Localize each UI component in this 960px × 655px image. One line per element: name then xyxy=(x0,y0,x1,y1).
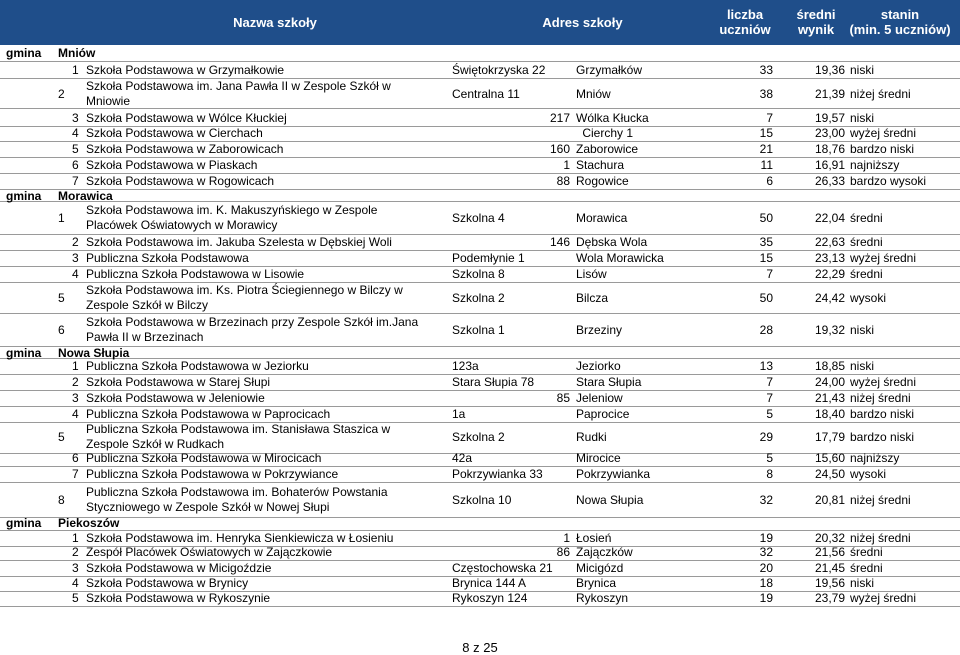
school-city: Brynica xyxy=(576,576,617,590)
school-number: 3 xyxy=(72,561,79,575)
table-row xyxy=(0,173,960,190)
school-street: Rykoszyn 124 xyxy=(452,591,528,605)
average-score: 19,32 xyxy=(814,323,845,337)
school-city: Pokrzywianka xyxy=(576,467,651,481)
average-score: 21,39 xyxy=(814,87,845,101)
school-number: 2 xyxy=(72,375,79,389)
table-row xyxy=(0,201,960,235)
table-row xyxy=(0,282,960,314)
stanine-level: średni xyxy=(850,561,883,575)
table-row xyxy=(0,374,960,391)
average-score: 15,60 xyxy=(814,451,845,465)
header-student-count-line1: liczba xyxy=(726,7,764,22)
school-number: 2 xyxy=(58,87,65,101)
school-city: Paprocice xyxy=(576,407,630,421)
stanine-level: wyżej średni xyxy=(850,591,917,605)
school-street: Szkolna 8 xyxy=(452,267,505,281)
average-score: 20,81 xyxy=(814,493,845,507)
stanine-level: bardzo niski xyxy=(850,407,915,421)
school-number: 1 xyxy=(72,63,79,77)
school-number: 5 xyxy=(58,430,65,444)
school-city: Dębska Wola xyxy=(576,235,648,249)
student-count: 32 xyxy=(759,545,773,559)
stanine-level: wyżej średni xyxy=(850,251,917,265)
school-city: Lisów xyxy=(576,267,607,281)
school-name: Szkoła Podstawowa w Micigoździe xyxy=(86,561,272,575)
table-row xyxy=(0,125,960,142)
school-name: Publiczna Szkoła Podstawowa xyxy=(86,251,249,265)
school-street: 42a xyxy=(452,451,473,465)
school-name: Szkoła Podstawowa im. Jana Pawła II w Zespole Szkół w Mniowie xyxy=(86,79,391,108)
school-city: Grzymałków xyxy=(576,63,643,77)
student-count: 21 xyxy=(759,142,773,156)
student-count: 50 xyxy=(759,211,773,225)
stanine-level: niski xyxy=(850,63,875,77)
stanine-level: wyżej średni xyxy=(850,375,917,389)
average-score: 22,63 xyxy=(814,235,845,249)
student-count: 6 xyxy=(766,174,773,188)
table-row xyxy=(0,390,960,407)
student-count: 20 xyxy=(759,561,773,575)
table-row xyxy=(0,157,960,174)
header-average-line1: średni xyxy=(796,7,836,22)
school-number: 6 xyxy=(58,323,65,337)
school-number: 7 xyxy=(72,174,79,188)
school-city: Jeziorko xyxy=(576,359,621,373)
average-score: 22,29 xyxy=(814,267,845,281)
student-count: 15 xyxy=(759,251,773,265)
table-header xyxy=(0,0,960,45)
average-score: 19,36 xyxy=(814,63,845,77)
school-street: 160 xyxy=(549,142,570,156)
gmina-name: Morawica xyxy=(58,189,113,203)
header-stanine-line2: (min. 5 uczniów) xyxy=(849,22,951,37)
student-count: 7 xyxy=(766,111,773,125)
header-student-count-line2: uczniów xyxy=(719,22,771,37)
average-score: 19,56 xyxy=(814,576,845,590)
school-street: Szkolna 2 xyxy=(452,291,505,305)
average-score: 22,04 xyxy=(814,211,845,225)
school-street: Częstochowska 21 xyxy=(452,561,553,575)
table-row xyxy=(0,450,960,467)
school-number: 6 xyxy=(72,451,79,465)
school-city: Cierchy 1 xyxy=(582,126,633,140)
gmina-row xyxy=(0,45,960,62)
table-row xyxy=(0,466,960,483)
header-student-count xyxy=(712,7,778,37)
school-street: 123a xyxy=(452,359,479,373)
header-average xyxy=(788,7,844,37)
school-city: Rudki xyxy=(576,430,607,444)
average-score: 18,85 xyxy=(814,359,845,373)
school-city: Brzeziny xyxy=(576,323,623,337)
school-name: Szkoła Podstawowa w Rogowicach xyxy=(86,174,275,188)
school-city: Nowa Słupia xyxy=(576,493,644,507)
school-city: Wola Morawicka xyxy=(576,251,664,265)
school-street: Świętokrzyska 22 xyxy=(452,63,546,77)
school-city: Zaborowice xyxy=(576,142,639,156)
stanine-level: wyżej średni xyxy=(850,126,917,140)
school-name: Szkoła Podstawowa w Wólce Kłuckiej xyxy=(86,111,287,125)
stanine-level: bardzo niski xyxy=(850,142,915,156)
table-row xyxy=(0,420,960,454)
table-row xyxy=(0,61,960,79)
table-row xyxy=(0,250,960,267)
stanine-level: bardzo wysoki xyxy=(850,174,927,188)
gmina-label: gmina xyxy=(6,346,42,360)
school-name: Szkoła Podstawowa w Jeleniowie xyxy=(86,391,265,405)
student-count: 5 xyxy=(766,451,773,465)
stanine-level: niżej średni xyxy=(850,391,911,405)
stanine-level: średni xyxy=(850,211,883,225)
average-score: 24,00 xyxy=(814,375,845,389)
table-row xyxy=(0,313,960,347)
student-count: 5 xyxy=(766,407,773,421)
student-count: 8 xyxy=(766,467,773,481)
school-street: 88 xyxy=(556,174,570,188)
school-name: Szkoła Podstawowa w Brynicy xyxy=(86,576,249,590)
student-count: 35 xyxy=(759,235,773,249)
school-street: Szkolna 2 xyxy=(452,430,505,444)
student-count: 11 xyxy=(760,158,773,172)
student-count: 29 xyxy=(759,430,773,444)
school-name: Szkoła Podstawowa w Rykoszynie xyxy=(86,591,271,605)
table-row xyxy=(0,79,960,109)
school-name: Szkoła Podstawowa im. Henryka Sienkiewicza w Łosieniu xyxy=(86,531,394,545)
student-count: 50 xyxy=(759,291,773,305)
average-score: 23,00 xyxy=(814,126,845,140)
school-number: 3 xyxy=(72,391,79,405)
school-street: Szkolna 4 xyxy=(452,211,505,225)
average-score: 26,33 xyxy=(814,174,845,188)
school-number: 1 xyxy=(72,359,79,373)
school-street: 86 xyxy=(556,545,570,559)
stanine-level: niski xyxy=(850,576,875,590)
table-row xyxy=(0,544,960,561)
school-city: Mniów xyxy=(576,87,611,101)
school-street: Pokrzywianka 33 xyxy=(452,467,543,481)
school-number: 1 xyxy=(72,531,79,545)
student-count: 19 xyxy=(759,531,773,545)
stanine-level: bardzo niski xyxy=(850,430,915,444)
student-count: 38 xyxy=(759,87,773,101)
table-row xyxy=(0,482,960,518)
school-city: Jeleniow xyxy=(576,391,623,405)
school-name: Publiczna Szkoła Podstawowa w Paprocicach xyxy=(86,407,331,421)
average-score: 16,91 xyxy=(814,158,845,172)
school-street: 217 xyxy=(549,111,570,125)
header-stanine xyxy=(840,7,960,37)
student-count: 28 xyxy=(759,323,773,337)
table-row xyxy=(0,141,960,158)
school-name: Szkoła Podstawowa w Brzezinach przy Zespole Szkół im.Jana Pawła II w Brzezinach xyxy=(86,315,419,344)
school-number: 4 xyxy=(72,126,79,140)
school-street: Szkolna 10 xyxy=(452,493,512,507)
school-street: 1a xyxy=(452,407,466,421)
school-city: Mirocice xyxy=(576,451,621,465)
school-name: Szkoła Podstawowa w Cierchach xyxy=(86,126,263,140)
student-count: 15 xyxy=(759,126,773,140)
stanine-level: niżej średni xyxy=(850,531,911,545)
school-name: Szkoła Podstawowa w Piaskach xyxy=(86,158,258,172)
average-score: 23,13 xyxy=(814,251,845,265)
header-average-line2: wynik xyxy=(797,22,835,37)
school-number: 2 xyxy=(72,235,79,249)
school-street: 85 xyxy=(556,391,570,405)
school-number: 2 xyxy=(72,545,79,559)
average-score: 20,32 xyxy=(814,531,845,545)
stanine-level: średni xyxy=(850,267,883,281)
school-name: Szkoła Podstawowa w Starej Słupi xyxy=(86,375,271,389)
school-number: 1 xyxy=(58,211,65,225)
school-name: Publiczna Szkoła Podstawowa w Lisowie xyxy=(86,267,305,281)
stanine-level: najniższy xyxy=(850,158,900,172)
table-row xyxy=(0,358,960,375)
student-count: 18 xyxy=(759,576,773,590)
table-row xyxy=(0,234,960,251)
school-name: Szkoła Podstawowa im. Ks. Piotra Ściegiennego w Bilczy w Zespole Szkół w Bilczy xyxy=(86,283,403,312)
school-city: Rykoszyn xyxy=(576,591,629,605)
stanine-level: niżej średni xyxy=(850,493,911,507)
gmina-name: Mniów xyxy=(58,46,96,60)
average-score: 23,79 xyxy=(814,591,845,605)
school-street: Brynica 144 A xyxy=(452,576,527,590)
school-name: Szkoła Podstawowa im. Jakuba Szelesta w Dębskiej Woli xyxy=(86,235,392,249)
school-city: Rogowice xyxy=(576,174,629,188)
school-name: Szkoła Podstawowa w Zaborowicach xyxy=(86,142,284,156)
average-score: 24,42 xyxy=(814,291,845,305)
school-name: Szkoła Podstawowa im. K. Makuszyńskiego w Zespole Placówek Oświatowych w Morawicy xyxy=(86,203,378,232)
stanine-level: niski xyxy=(850,359,875,373)
school-number: 4 xyxy=(72,407,79,421)
gmina-label: gmina xyxy=(6,189,42,203)
school-city: Morawica xyxy=(576,211,628,225)
student-count: 32 xyxy=(759,493,773,507)
header-stanine-line1: stanin xyxy=(880,7,920,22)
school-city: Wólka Kłucka xyxy=(576,111,649,125)
school-city: Stachura xyxy=(576,158,625,172)
school-street: 1 xyxy=(563,158,570,172)
school-number: 3 xyxy=(72,111,79,125)
student-count: 7 xyxy=(766,375,773,389)
school-city: Micigózd xyxy=(576,561,624,575)
average-score: 17,79 xyxy=(814,430,845,444)
school-number: 8 xyxy=(58,493,65,507)
average-score: 21,43 xyxy=(814,391,845,405)
stanine-level: wysoki xyxy=(850,291,887,305)
table-row xyxy=(0,266,960,283)
school-name: Publiczna Szkoła Podstawowa im. Stanisława Staszica w Zespole Szkół w Rudkach xyxy=(86,422,391,451)
school-street: Podemłynie 1 xyxy=(452,251,525,265)
school-street: Stara Słupia 78 xyxy=(452,375,535,389)
average-score: 24,50 xyxy=(814,467,845,481)
school-number: 3 xyxy=(72,251,79,265)
stanine-level: najniższy xyxy=(850,451,900,465)
school-number: 4 xyxy=(72,576,79,590)
school-city: Zajączków xyxy=(576,545,633,559)
gmina-row xyxy=(0,516,960,531)
stanine-level: średni xyxy=(850,235,883,249)
school-city: Łosień xyxy=(576,531,612,545)
school-number: 7 xyxy=(72,467,79,481)
school-name: Zespół Placówek Oświatowych w Zajączkowie xyxy=(86,545,333,559)
school-street: Centralna 11 xyxy=(452,87,520,101)
average-score: 18,40 xyxy=(814,407,845,421)
average-score: 18,76 xyxy=(814,142,845,156)
school-street: 1 xyxy=(563,531,570,545)
school-street: Szkolna 1 xyxy=(452,323,505,337)
stanine-level: niski xyxy=(850,323,875,337)
student-count: 7 xyxy=(766,267,773,281)
school-name: Publiczna Szkoła Podstawowa im. Bohaterów Powstania Styczniowego w Zespole Szkół w Nowej Słupi xyxy=(86,485,388,514)
school-number: 6 xyxy=(72,158,79,172)
student-count: 7 xyxy=(766,391,773,405)
stanine-level: niski xyxy=(850,111,875,125)
header-school-name: Nazwa szkoły xyxy=(233,15,317,30)
school-name: Publiczna Szkoła Podstawowa w Jeziorku xyxy=(86,359,309,373)
school-city: Stara Słupia xyxy=(576,375,642,389)
stanine-level: wysoki xyxy=(850,467,887,481)
gmina-name: Piekoszów xyxy=(58,516,120,530)
school-number: 4 xyxy=(72,267,79,281)
student-count: 19 xyxy=(759,591,773,605)
student-count: 33 xyxy=(759,63,773,77)
school-street: 146 xyxy=(549,235,570,249)
gmina-label: gmina xyxy=(6,516,42,530)
average-score: 19,57 xyxy=(814,111,845,125)
student-count: 13 xyxy=(759,359,773,373)
school-number: 5 xyxy=(72,142,79,156)
page-number: 8 z 25 xyxy=(462,640,498,655)
school-name: Publiczna Szkoła Podstawowa w Pokrzywiance xyxy=(86,467,339,481)
school-number: 5 xyxy=(72,591,79,605)
stanine-level: średni xyxy=(850,545,883,559)
table-row xyxy=(0,590,960,607)
header-school-address: Adres szkoły xyxy=(542,15,623,30)
school-city: Bilcza xyxy=(576,291,609,305)
gmina-name: Nowa Słupia xyxy=(58,346,130,360)
school-name: Szkoła Podstawowa w Grzymałkowie xyxy=(86,63,285,77)
stanine-level: niżej średni xyxy=(850,87,911,101)
average-score: 21,56 xyxy=(814,545,845,559)
gmina-label: gmina xyxy=(6,46,42,60)
school-number: 5 xyxy=(58,291,65,305)
average-score: 21,45 xyxy=(814,561,845,575)
school-name: Publiczna Szkoła Podstawowa w Mirocicach xyxy=(86,451,322,465)
